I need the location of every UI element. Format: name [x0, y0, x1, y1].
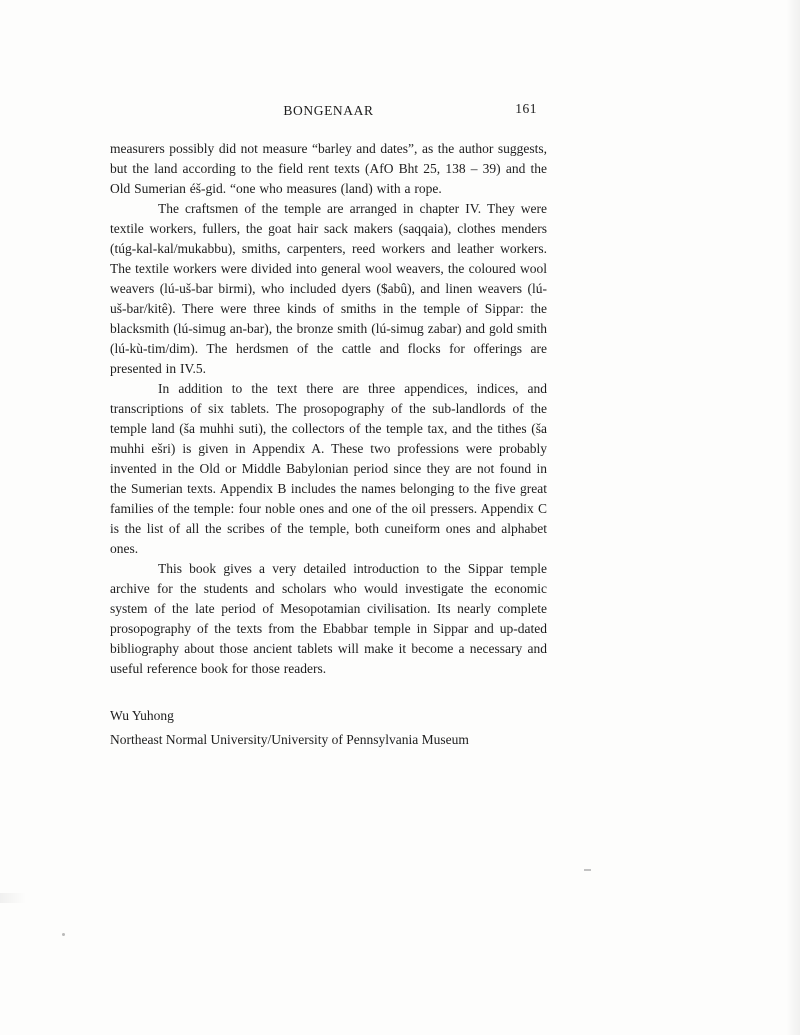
scan-artifact — [62, 933, 65, 936]
paragraph-appendices: In addition to the text there are three appendices, indices, and transcriptions of six tablets. The prosopography of the sub-landlords of the temple land (ša muhhi suti), the collectors of the temple tax, and the tithes (ša muhhi ešri) is given in Appendix A. These two professions were probably invented in the Old or Middle Babylonian period since they are not found in the Sumerian texts. Appendix B includes the names belonging to the five great families of the temple: four noble ones and one of the oil pressers. Appendix C is the list of all the scribes of the temple, both cuneiform ones and alphabet ones. — [110, 381, 547, 556]
paragraph-conclusion: This book gives a very detailed introduction to the Sippar temple archive for the students and scholars who would investigate the economic system of the late period of Mesopotamian civilisation. Its nearly complete prosopography of the texts from the Ebabbar temple in Sippar and up-dated bibliography about those ancient tablets will make it become a necessary and useful reference book for those readers. — [110, 561, 547, 676]
reviewer-affiliation: Northeast Normal University/University of Pennsylvania Museum — [110, 732, 469, 747]
reviewer-name: Wu Yuhong — [110, 708, 174, 723]
scan-artifact — [584, 869, 591, 871]
signature-block — [110, 706, 547, 750]
text-block — [110, 101, 547, 754]
paragraph-continuation: measurers possibly did not measure “barley and dates”, as the author suggests, but the land according to the field rent texts (AfO Bht 25, 138 – 39) and the Old Sumerian éš-gid. “one who measures (land) with a rope. — [110, 141, 547, 196]
page-header — [110, 101, 547, 121]
scan-artifact — [0, 893, 26, 903]
running-head: BONGENAAR — [283, 103, 374, 118]
page-number: 161 — [515, 101, 537, 116]
paragraph-craftsmen: The craftsmen of the temple are arranged in chapter IV. They were textile workers, fullers, the goat hair sack makers (saqqaia), clothes menders (túg-kal-kal/mukabbu), smiths, carpenters, reed workers and leather workers. The textile workers were divided into general wool weavers, the coloured wool weavers (lú-uš-bar birmi), who included dyers ($abû), and linen weavers (lú-uš-bar/kitê). There were three kinds of smiths in the temple of Sippar: the blacksmith (lú-simug an-bar), the bronze smith (lú-simug zabar) and gold smith (lú-kù-tim/dim). The herdsmen of the cattle and flocks for offerings are presented in IV.5. — [110, 201, 547, 376]
